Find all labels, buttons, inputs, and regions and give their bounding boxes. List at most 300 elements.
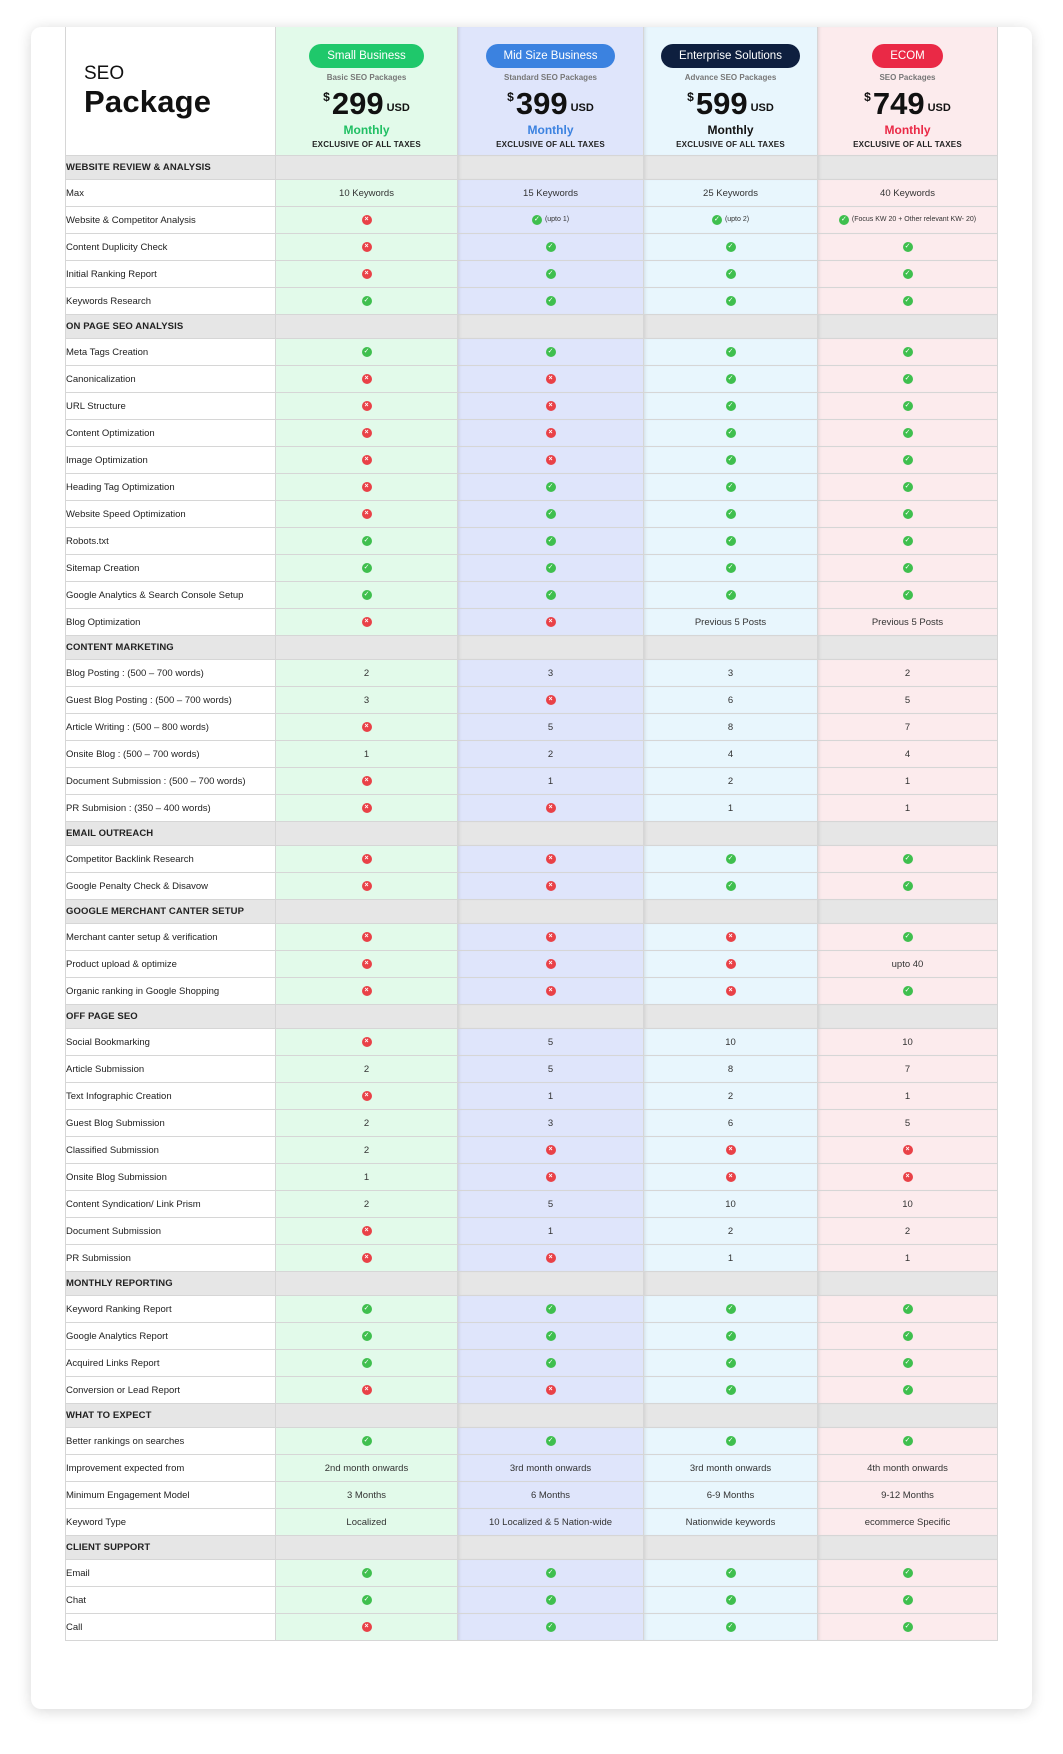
check-icon: ✓ (903, 428, 913, 438)
feature-cell (644, 1164, 818, 1191)
feature-cell (458, 609, 644, 636)
check-icon: ✓ (546, 269, 556, 279)
cross-icon: × (546, 854, 556, 864)
price-unit: USD (386, 102, 410, 114)
feature-cell (644, 1083, 818, 1110)
feature-label: Chat (66, 1587, 276, 1614)
price (687, 87, 774, 121)
feature-cell (276, 1056, 458, 1083)
section-spacer-cell (818, 1536, 998, 1560)
feature-label: Sitemap Creation (66, 555, 276, 582)
section-spacer-cell (276, 1272, 458, 1296)
price-currency: $ (323, 90, 330, 104)
cross-icon: × (546, 1385, 556, 1395)
feature-label: Max (66, 180, 276, 207)
package-badge[interactable]: Small Business (309, 44, 424, 68)
feature-value: 2 (363, 1198, 370, 1210)
check-icon: ✓ (903, 1385, 913, 1395)
feature-cell (458, 1509, 644, 1536)
check-icon: ✓ (726, 482, 736, 492)
feature-cell (276, 768, 458, 795)
section-title: CONTENT MARKETING (66, 636, 276, 660)
feature-cell (458, 1560, 644, 1587)
feature-value: 6-9 Months (706, 1489, 755, 1501)
cross-icon: × (726, 1145, 736, 1155)
feature-value: 3rd month onwards (509, 1462, 592, 1474)
section-spacer-cell (458, 1536, 644, 1560)
feature-value: 1 (363, 1171, 370, 1183)
check-icon: ✓ (362, 347, 372, 357)
check-icon: ✓ (903, 1595, 913, 1605)
feature-cell (644, 1509, 818, 1536)
feature-row (66, 1587, 998, 1614)
feature-cell (818, 1614, 998, 1641)
section-title: WEBSITE REVIEW & ANALYSIS (66, 156, 276, 180)
feature-cell (458, 1350, 644, 1377)
check-icon: ✓ (726, 242, 736, 252)
feature-cell (458, 366, 644, 393)
feature-value: 5 (904, 694, 911, 706)
feature-label: Merchant canter setup & verification (66, 924, 276, 951)
feature-row (66, 978, 998, 1005)
feature-value: 2 (363, 1117, 370, 1129)
feature-value: 3 (363, 694, 370, 706)
feature-note: (Focus KW 20 + Other relevant KW- 20) (851, 216, 977, 224)
feature-cell (276, 714, 458, 741)
feature-cell (818, 714, 998, 741)
feature-value: 2 (363, 1063, 370, 1075)
feature-cell (644, 1110, 818, 1137)
feature-row (66, 366, 998, 393)
feature-cell (276, 1455, 458, 1482)
feature-row (66, 528, 998, 555)
feature-value: 9-12 Months (881, 1489, 934, 1501)
feature-row (66, 261, 998, 288)
feature-cell (644, 393, 818, 420)
feature-value: 1 (547, 1090, 554, 1102)
price-unit: USD (570, 102, 594, 114)
feature-row (66, 288, 998, 315)
section-spacer-cell (458, 315, 644, 339)
feature-cell (458, 1056, 644, 1083)
feature-cell (644, 1587, 818, 1614)
seo-pricing-table (65, 27, 998, 1641)
feature-cell (644, 609, 818, 636)
feature-cell (644, 1191, 818, 1218)
feature-cell (644, 1218, 818, 1245)
feature-row (66, 582, 998, 609)
cross-icon: × (362, 269, 372, 279)
feature-row (66, 687, 998, 714)
feature-cell (644, 288, 818, 315)
check-icon: ✓ (546, 482, 556, 492)
section-title: CLIENT SUPPORT (66, 1536, 276, 1560)
feature-value: 1 (727, 802, 734, 814)
feature-cell (276, 339, 458, 366)
feature-value: 5 (547, 721, 554, 733)
feature-label: Website & Competitor Analysis (66, 207, 276, 234)
feature-value: 10 Localized & 5 Nation-wide (488, 1516, 613, 1528)
feature-row (66, 1614, 998, 1641)
feature-cell (818, 1323, 998, 1350)
feature-cell (458, 924, 644, 951)
feature-cell (458, 447, 644, 474)
feature-label: Text Infographic Creation (66, 1083, 276, 1110)
section-spacer-cell (458, 156, 644, 180)
feature-cell (818, 795, 998, 822)
cross-icon: × (362, 455, 372, 465)
feature-label: Email (66, 1560, 276, 1587)
feature-cell (644, 1350, 818, 1377)
feature-cell (818, 1587, 998, 1614)
section-spacer-cell (276, 822, 458, 846)
feature-cell (458, 1191, 644, 1218)
feature-cell (818, 474, 998, 501)
feature-cell (458, 1029, 644, 1056)
cross-icon: × (362, 986, 372, 996)
feature-value: 40 Keywords (880, 187, 935, 199)
check-icon: ✓ (546, 1358, 556, 1368)
feature-cell (818, 1191, 998, 1218)
check-icon: ✓ (546, 347, 556, 357)
feature-cell (818, 1056, 998, 1083)
check-icon: ✓ (362, 1331, 372, 1341)
feature-value: 1 (904, 802, 911, 814)
package-badge[interactable]: Mid Size Business (486, 44, 616, 68)
feature-cell (818, 1296, 998, 1323)
feature-value: 8 (727, 721, 734, 733)
feature-label: Google Analytics Report (66, 1323, 276, 1350)
feature-cell (644, 951, 818, 978)
check-icon: ✓ (726, 374, 736, 384)
cross-icon: × (362, 932, 372, 942)
feature-cell (644, 660, 818, 687)
feature-label: URL Structure (66, 393, 276, 420)
feature-cell (276, 207, 458, 234)
feature-value: 6 Months (530, 1489, 571, 1501)
feature-cell (644, 978, 818, 1005)
feature-label: Improvement expected from (66, 1455, 276, 1482)
cross-icon: × (362, 374, 372, 384)
feature-cell (818, 447, 998, 474)
feature-value: 2 (727, 775, 734, 787)
section-spacer-cell (644, 1404, 818, 1428)
feature-label: Website Speed Optimization (66, 501, 276, 528)
cross-icon: × (546, 881, 556, 891)
check-icon: ✓ (726, 1595, 736, 1605)
tax-note: EXCLUSIVE OF ALL TAXES (496, 140, 605, 149)
feature-cell (644, 1323, 818, 1350)
feature-cell (276, 1428, 458, 1455)
feature-cell (458, 261, 644, 288)
check-icon: ✓ (903, 242, 913, 252)
check-icon: ✓ (726, 1331, 736, 1341)
feature-cell (644, 234, 818, 261)
feature-cell (458, 1587, 644, 1614)
feature-cell (276, 1296, 458, 1323)
feature-row (66, 609, 998, 636)
package-header-0 (276, 27, 458, 156)
tax-note: EXCLUSIVE OF ALL TAXES (312, 140, 421, 149)
feature-cell (276, 660, 458, 687)
feature-cell (818, 555, 998, 582)
feature-value: 4th month onwards (867, 1462, 948, 1474)
feature-cell (644, 741, 818, 768)
feature-value: 2 (904, 667, 911, 679)
cross-icon: × (362, 215, 372, 225)
feature-cell (276, 288, 458, 315)
cross-icon: × (362, 1253, 372, 1263)
feature-row (66, 555, 998, 582)
feature-value: 1 (904, 1090, 911, 1102)
feature-label: Robots.txt (66, 528, 276, 555)
package-badge[interactable]: Enterprise Solutions (661, 44, 800, 68)
cross-icon: × (726, 932, 736, 942)
feature-cell (458, 234, 644, 261)
check-icon: ✓ (903, 854, 913, 864)
check-icon: ✓ (903, 536, 913, 546)
section-header-row (66, 1536, 998, 1560)
check-icon: ✓ (726, 269, 736, 279)
section-spacer-cell (644, 1005, 818, 1029)
feature-label: PR Submision : (350 – 400 words) (66, 795, 276, 822)
feature-row (66, 660, 998, 687)
feature-cell (818, 1350, 998, 1377)
cross-icon: × (546, 959, 556, 969)
feature-cell (458, 1455, 644, 1482)
check-icon: ✓ (903, 590, 913, 600)
feature-row (66, 795, 998, 822)
price-amount: 299 (331, 86, 384, 121)
feature-row (66, 447, 998, 474)
price-currency: $ (864, 90, 871, 104)
check-icon: ✓ (903, 374, 913, 384)
feature-row (66, 1083, 998, 1110)
cross-icon: × (362, 1226, 372, 1236)
billing-period: Monthly (527, 123, 574, 137)
cross-icon: × (362, 722, 372, 732)
feature-cell (644, 261, 818, 288)
feature-value: 10 Keywords (339, 187, 394, 199)
section-spacer-cell (644, 900, 818, 924)
feature-label: Guest Blog Submission (66, 1110, 276, 1137)
feature-cell (644, 474, 818, 501)
feature-value: 15 Keywords (523, 187, 578, 199)
section-title: MONTHLY REPORTING (66, 1272, 276, 1296)
feature-cell (458, 1164, 644, 1191)
check-icon: ✓ (903, 269, 913, 279)
check-icon: ✓ (903, 482, 913, 492)
table-body (66, 156, 998, 1641)
feature-value: 10 (725, 1036, 736, 1048)
feature-cell (458, 714, 644, 741)
cross-icon: × (362, 242, 372, 252)
section-spacer-cell (458, 1404, 644, 1428)
package-header-content (644, 27, 817, 149)
feature-cell (458, 1110, 644, 1137)
feature-label: Guest Blog Posting : (500 – 700 words) (66, 687, 276, 714)
package-header-3 (818, 27, 998, 156)
feature-cell (458, 1083, 644, 1110)
feature-row (66, 1455, 998, 1482)
price-amount: 749 (872, 86, 925, 121)
feature-cell (644, 924, 818, 951)
feature-value: Nationwide keywords (685, 1516, 776, 1528)
feature-row (66, 420, 998, 447)
feature-value: 1 (363, 748, 370, 760)
section-spacer-cell (458, 1005, 644, 1029)
feature-value: 6 (727, 694, 734, 706)
check-icon: ✓ (726, 1385, 736, 1395)
check-icon: ✓ (903, 563, 913, 573)
cross-icon: × (362, 776, 372, 786)
package-header-content (458, 27, 643, 149)
feature-cell (644, 180, 818, 207)
cross-icon: × (362, 617, 372, 627)
feature-cell (276, 951, 458, 978)
feature-row (66, 1164, 998, 1191)
section-header-row (66, 1005, 998, 1029)
check-icon: ✓ (546, 1622, 556, 1632)
feature-cell (818, 420, 998, 447)
feature-cell (458, 1377, 644, 1404)
feature-cell (458, 873, 644, 900)
check-icon: ✓ (546, 590, 556, 600)
feature-label: Competitor Backlink Research (66, 846, 276, 873)
feature-row (66, 1191, 998, 1218)
feature-label: Image Optimization (66, 447, 276, 474)
section-spacer-cell (818, 900, 998, 924)
feature-value: 4 (904, 748, 911, 760)
feature-cell (276, 978, 458, 1005)
feature-value: 6 (727, 1117, 734, 1129)
check-icon: ✓ (726, 1622, 736, 1632)
feature-value: 2 (904, 1225, 911, 1237)
check-icon: ✓ (362, 1436, 372, 1446)
check-icon: ✓ (362, 1568, 372, 1578)
feature-cell (276, 1029, 458, 1056)
section-title: WHAT TO EXPECT (66, 1404, 276, 1428)
section-header-row (66, 1272, 998, 1296)
feature-cell (818, 873, 998, 900)
feature-value: 1 (547, 775, 554, 787)
cross-icon: × (546, 986, 556, 996)
price-currency: $ (507, 90, 514, 104)
feature-cell (276, 924, 458, 951)
feature-label: Content Optimization (66, 420, 276, 447)
feature-value: 2 (727, 1090, 734, 1102)
feature-label: Minimum Engagement Model (66, 1482, 276, 1509)
feature-cell (818, 741, 998, 768)
feature-cell (644, 768, 818, 795)
feature-value: 3 Months (346, 1489, 387, 1501)
feature-row (66, 1245, 998, 1272)
feature-row (66, 1428, 998, 1455)
package-badge[interactable]: ECOM (872, 44, 943, 68)
check-icon: ✓ (726, 1568, 736, 1578)
feature-cell (644, 555, 818, 582)
check-icon: ✓ (532, 215, 542, 225)
feature-cell (458, 288, 644, 315)
check-icon: ✓ (546, 1568, 556, 1578)
cross-icon: × (546, 1172, 556, 1182)
package-subtitle: Basic SEO Packages (326, 73, 407, 82)
feature-cell (818, 951, 998, 978)
feature-cell (818, 180, 998, 207)
feature-cell (644, 795, 818, 822)
feature-cell (276, 1110, 458, 1137)
feature-cell (458, 180, 644, 207)
feature-cell (458, 741, 644, 768)
feature-cell (458, 1245, 644, 1272)
feature-value: Previous 5 Posts (871, 616, 944, 628)
feature-cell (818, 1428, 998, 1455)
feature-cell (276, 1587, 458, 1614)
feature-value: 10 (725, 1198, 736, 1210)
feature-cell (458, 795, 644, 822)
section-title: EMAIL OUTREACH (66, 822, 276, 846)
cross-icon: × (362, 401, 372, 411)
feature-cell (458, 660, 644, 687)
check-icon: ✓ (726, 347, 736, 357)
check-icon: ✓ (546, 1331, 556, 1341)
feature-value: Previous 5 Posts (694, 616, 767, 628)
feature-cell (276, 420, 458, 447)
title-line-1: SEO (84, 63, 125, 84)
package-header-2 (644, 27, 818, 156)
check-icon: ✓ (726, 1436, 736, 1446)
feature-cell (276, 1083, 458, 1110)
check-icon: ✓ (362, 296, 372, 306)
section-spacer-cell (644, 315, 818, 339)
feature-row (66, 1218, 998, 1245)
feature-cell (818, 846, 998, 873)
section-spacer-cell (276, 900, 458, 924)
price-unit: USD (927, 102, 951, 114)
check-icon: ✓ (903, 1331, 913, 1341)
check-icon: ✓ (726, 455, 736, 465)
check-icon: ✓ (903, 932, 913, 942)
section-spacer-cell (818, 1005, 998, 1029)
feature-note: (upto 2) (724, 216, 750, 224)
cross-icon: × (903, 1145, 913, 1155)
section-spacer-cell (276, 1005, 458, 1029)
feature-cell (276, 795, 458, 822)
section-header-row (66, 636, 998, 660)
feature-label: Document Submission (66, 1218, 276, 1245)
feature-cell (276, 1614, 458, 1641)
feature-row (66, 924, 998, 951)
check-icon: ✓ (726, 428, 736, 438)
feature-cell (458, 207, 644, 234)
check-icon: ✓ (903, 1568, 913, 1578)
feature-row (66, 1056, 998, 1083)
section-spacer-cell (818, 1272, 998, 1296)
feature-cell (458, 978, 644, 1005)
feature-cell (276, 447, 458, 474)
feature-value: upto 40 (891, 958, 924, 970)
cross-icon: × (726, 1172, 736, 1182)
feature-row (66, 1110, 998, 1137)
cross-icon: × (546, 932, 556, 942)
section-header-row (66, 1404, 998, 1428)
feature-row (66, 1137, 998, 1164)
feature-row (66, 207, 998, 234)
feature-cell (818, 1509, 998, 1536)
feature-value: 5 (547, 1063, 554, 1075)
tax-note: EXCLUSIVE OF ALL TAXES (676, 140, 785, 149)
feature-row (66, 1482, 998, 1509)
